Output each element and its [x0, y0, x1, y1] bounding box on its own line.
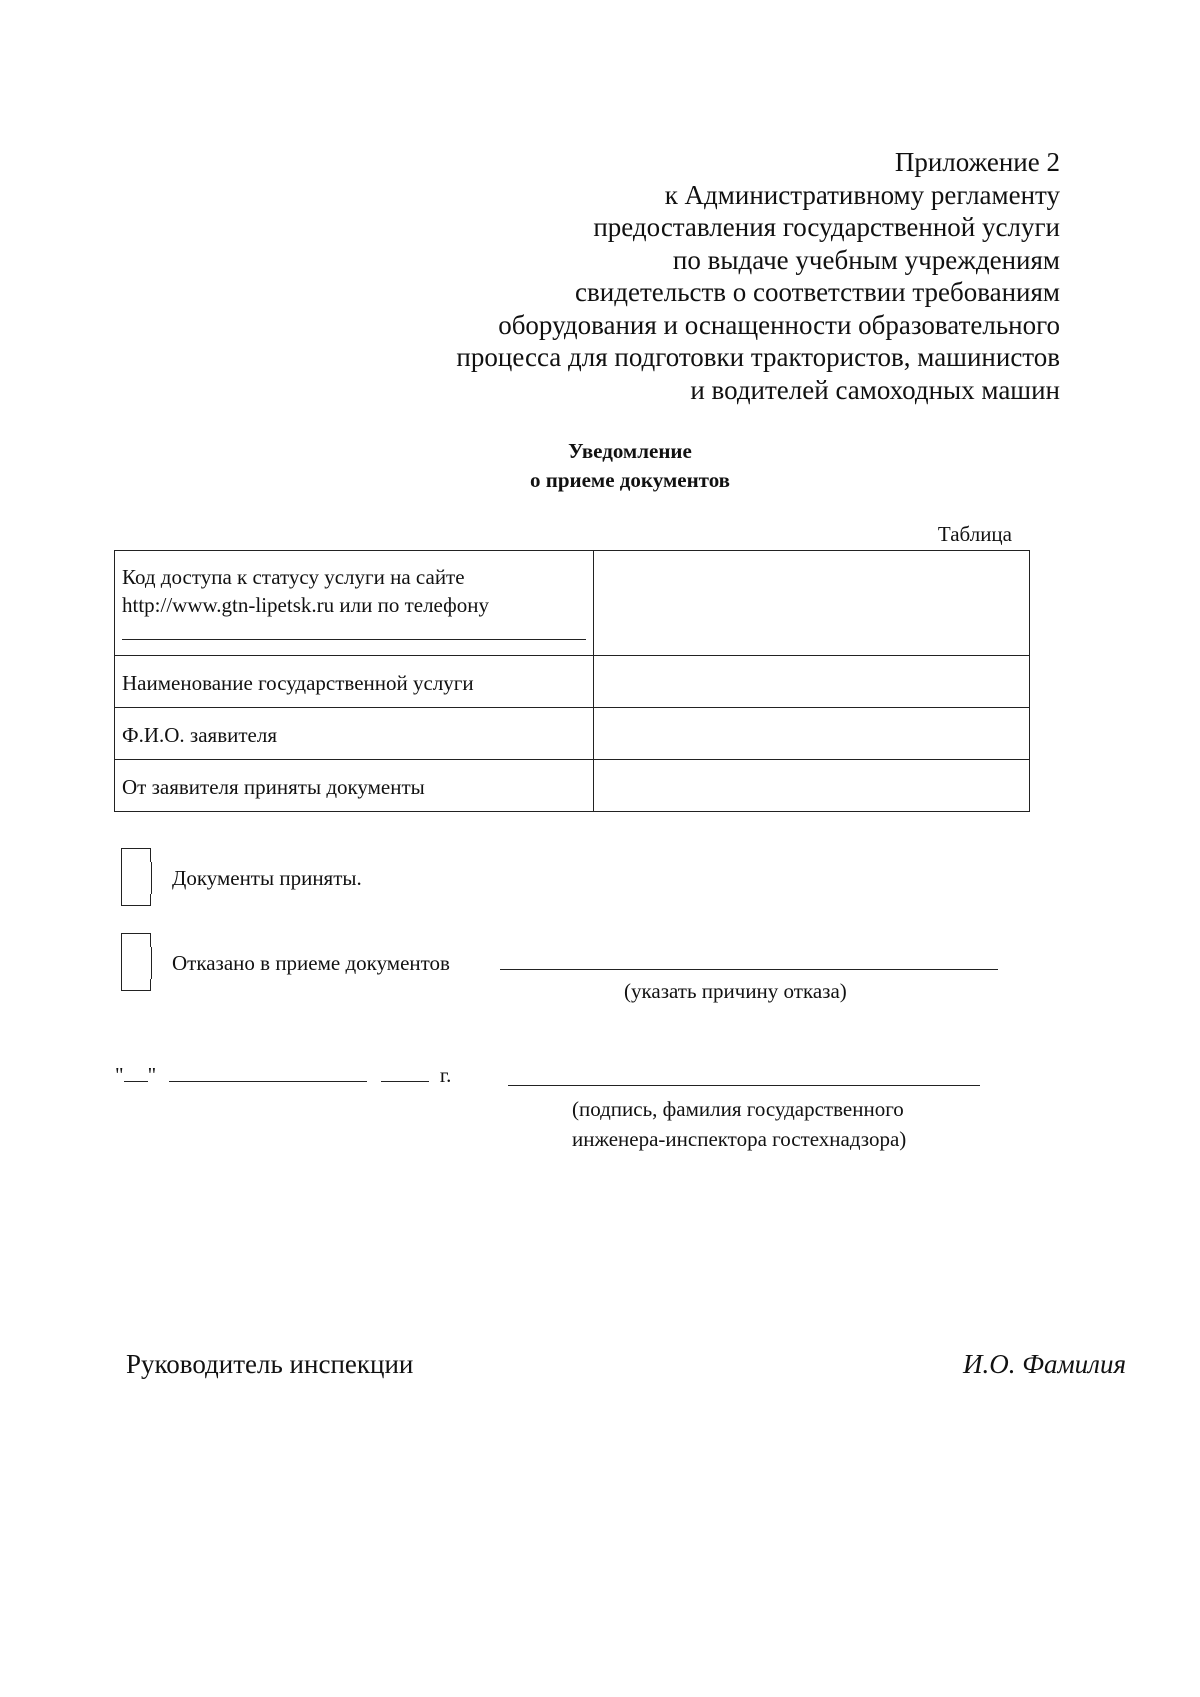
appendix-line: оборудования и оснащенности образовательного [498, 309, 1060, 340]
refusal-reason-line[interactable] [500, 969, 998, 970]
appendix-line: Приложение 2 [894, 147, 1060, 177]
table-cell-label: От заявителя приняты документы [115, 760, 594, 812]
table-cell-label [115, 551, 594, 656]
accepted-label: Документы приняты. [172, 866, 362, 890]
table-cell-label: Наименование государственной услуги [115, 656, 594, 708]
refused-label: Отказано в приеме документов [172, 951, 450, 975]
table-cell-label: Ф.И.О. заявителя [115, 708, 594, 760]
appendix-line: к Административному регламенту [664, 179, 1060, 210]
table-caption: Таблица [937, 522, 1012, 546]
refused-checkbox[interactable] [121, 933, 151, 991]
table-cell-value[interactable] [594, 551, 1030, 656]
signature-hint-line-2: инженера-инспектора гостехнадзора) [572, 1127, 907, 1151]
table-row [115, 551, 1030, 656]
access-code-label-line-2: http://www.gtn-lipetsk.ru или по телефону [122, 593, 489, 617]
appendix-line: процесса для подготовки трактористов, машинистов [456, 342, 1060, 372]
year-fill-line[interactable] [381, 1063, 429, 1082]
refusal-reason-hint: (указать причину отказа) [624, 979, 847, 1003]
table-row [115, 708, 1030, 760]
signature-line[interactable] [508, 1085, 980, 1086]
table-row [115, 760, 1030, 812]
access-code-label-line-1: Код доступа к статусу услуги на сайте [122, 565, 465, 589]
appendix-line: по выдаче учебным учреждениям [672, 244, 1060, 275]
date-quote-open: " [115, 1063, 124, 1087]
year-suffix: г. [439, 1063, 452, 1087]
signature-hint [572, 1094, 906, 1154]
phone-fill-line[interactable] [122, 639, 586, 640]
appendix-header [420, 146, 1060, 406]
date-quote-close: " [147, 1063, 157, 1087]
inspection-head-name: И.О. Фамилия [962, 1349, 1126, 1379]
appendix-line: свидетельств о соответствии требованиям [575, 277, 1060, 307]
date-field [115, 1063, 451, 1088]
table-cell-value[interactable] [594, 656, 1030, 708]
info-table [114, 550, 1030, 812]
day-fill-line[interactable] [124, 1063, 148, 1082]
table-cell-value[interactable] [594, 708, 1030, 760]
month-fill-line[interactable] [169, 1063, 367, 1082]
table-row [115, 656, 1030, 708]
table-cell-value[interactable] [594, 760, 1030, 812]
document-title [0, 437, 1200, 495]
appendix-line: и водителей самоходных машин [690, 374, 1060, 405]
appendix-line: предоставления государственной услуги [593, 212, 1060, 242]
signature-hint-line-1: (подпись, фамилия государственного [572, 1097, 904, 1121]
inspection-head-title: Руководитель инспекции [126, 1349, 414, 1379]
accepted-checkbox[interactable] [121, 848, 151, 906]
title-line-2: о приеме документов [529, 468, 731, 492]
title-line-1: Уведомление [568, 439, 692, 463]
